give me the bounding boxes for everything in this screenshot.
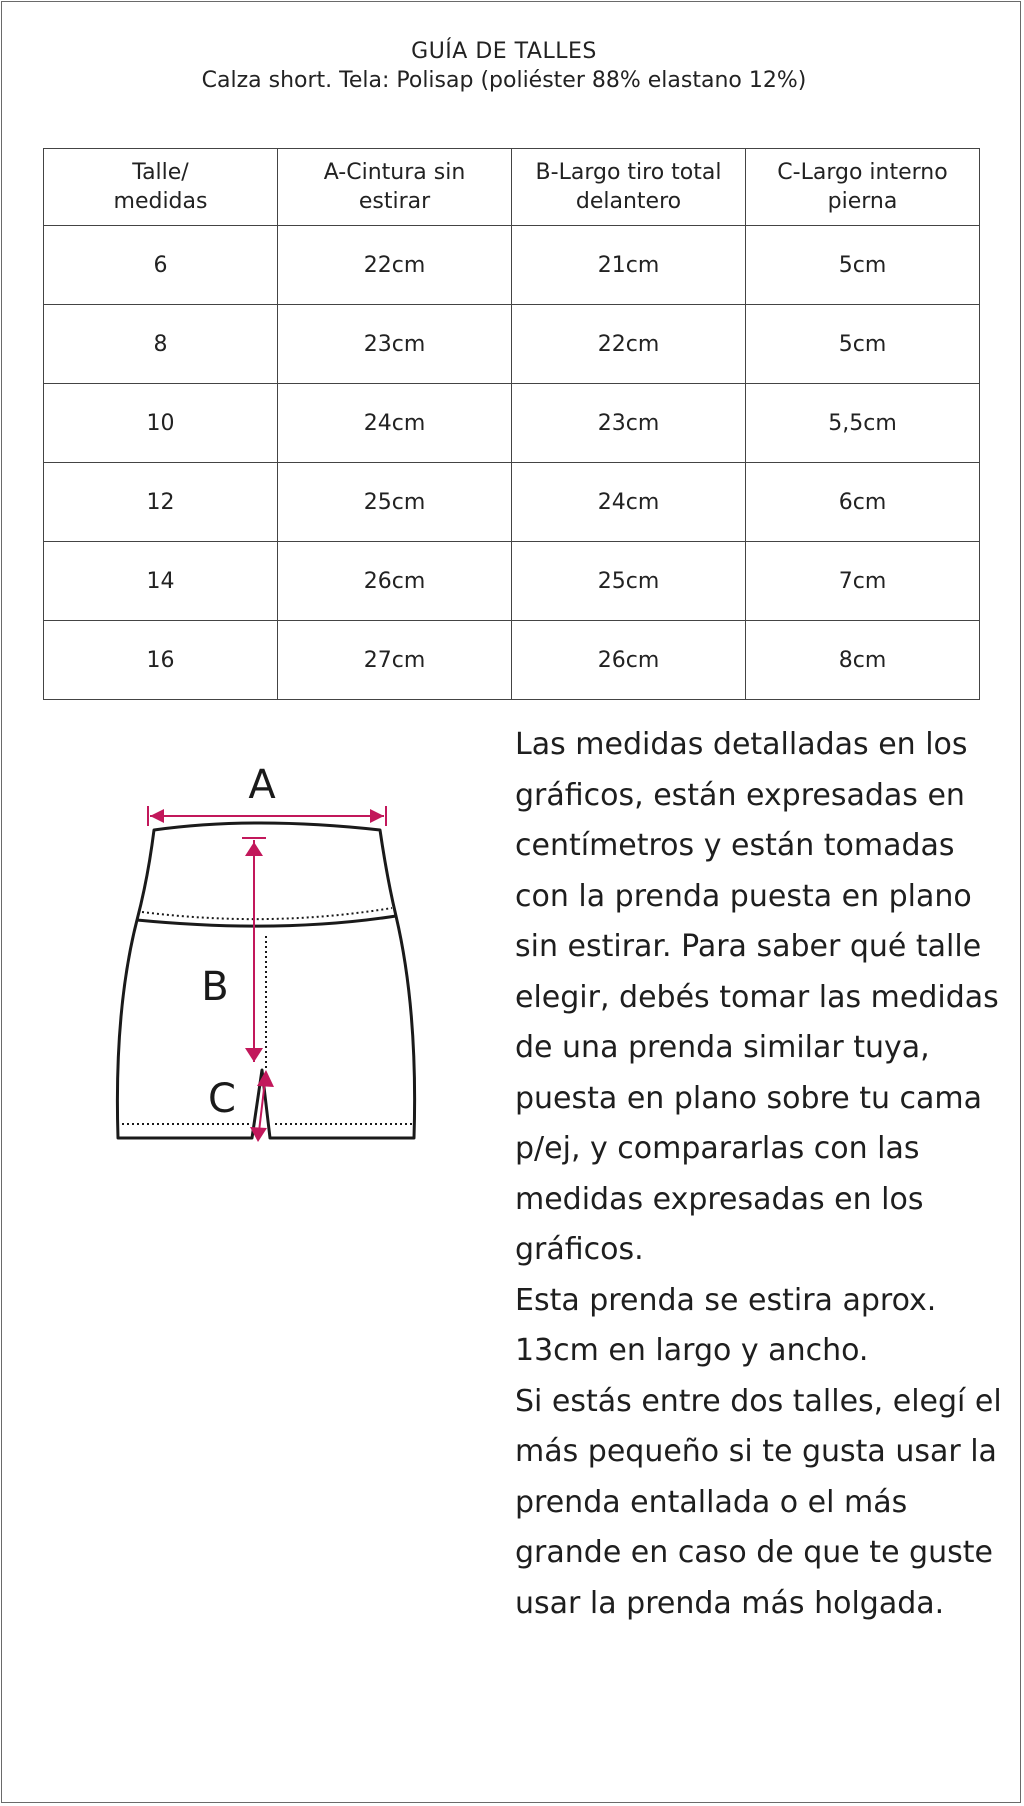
cell-rise: 24cm xyxy=(512,463,746,542)
column-header-line: Talle/ xyxy=(132,160,189,185)
cell-size: 14 xyxy=(44,542,278,621)
cell-waist: 25cm xyxy=(278,463,512,542)
header xyxy=(0,38,1008,96)
instructions-paragraph: Las medidas detalladas en los gráficos, están expresadas en centímetros y están tomadas con la prenda puesta en plano sin estirar. Para saber qué talle elegir, debés tomar las medidas de una prenda similar tuya, puesta en plano sobre tu cama p/ej, y compararlas con las medidas expresadas en los gráficos. xyxy=(515,727,999,1267)
cell-inseam: 6cm xyxy=(746,463,980,542)
column-header-line: B-Largo tiro total xyxy=(535,160,722,185)
table-row xyxy=(44,305,980,384)
measure-a-arrowhead-left xyxy=(150,809,164,823)
size-advice: Si estás entre dos talles, elegí el más pequeño si te gusta usar la prenda entallada o el más grande en caso de que te guste usar la prenda más holgada. xyxy=(515,1383,1002,1621)
measure-a-label: A xyxy=(248,762,276,808)
cell-inseam: 7cm xyxy=(746,542,980,621)
cell-size: 8 xyxy=(44,305,278,384)
column-header-rise xyxy=(512,149,746,226)
waistband-outline xyxy=(137,823,396,926)
measure-c-label: C xyxy=(208,1076,236,1122)
table-row xyxy=(44,621,980,700)
cell-rise: 22cm xyxy=(512,305,746,384)
column-header-inseam xyxy=(746,149,980,226)
column-header-waist xyxy=(278,149,512,226)
cell-inseam: 5cm xyxy=(746,226,980,305)
cell-rise: 23cm xyxy=(512,384,746,463)
column-header-line: pierna xyxy=(827,189,898,214)
cell-waist: 22cm xyxy=(278,226,512,305)
shorts-measurement-diagram xyxy=(100,750,460,1150)
measure-b-label: B xyxy=(201,964,229,1010)
stretch-note: Esta prenda se estira aprox. 13cm en largo y ancho. xyxy=(515,1282,937,1368)
cell-waist: 26cm xyxy=(278,542,512,621)
measurement-instructions xyxy=(515,720,1005,1629)
cell-rise: 21cm xyxy=(512,226,746,305)
cell-waist: 23cm xyxy=(278,305,512,384)
page-title: GUÍA DE TALLES xyxy=(411,39,597,64)
table-header-row xyxy=(44,149,980,226)
cell-size: 10 xyxy=(44,384,278,463)
page-subtitle: Calza short. Tela: Polisap (poliéster 88% elastano 12%) xyxy=(201,68,807,93)
waistband-stitch xyxy=(142,908,392,919)
cell-waist: 27cm xyxy=(278,621,512,700)
column-header-line: medidas xyxy=(113,189,208,214)
cell-size: 16 xyxy=(44,621,278,700)
measure-a-arrowhead-right xyxy=(370,809,384,823)
cell-waist: 24cm xyxy=(278,384,512,463)
column-header-line: estirar xyxy=(358,189,431,214)
column-header-line: A-Cintura sin xyxy=(323,160,466,185)
table-row xyxy=(44,463,980,542)
cell-rise: 26cm xyxy=(512,621,746,700)
cell-inseam: 8cm xyxy=(746,621,980,700)
column-header-line: C-Largo interno xyxy=(777,160,948,185)
cell-inseam: 5,5cm xyxy=(746,384,980,463)
cell-size: 6 xyxy=(44,226,278,305)
cell-size: 12 xyxy=(44,463,278,542)
table-row xyxy=(44,384,980,463)
measure-b-arrowhead-bottom xyxy=(245,1048,263,1062)
cell-inseam: 5cm xyxy=(746,305,980,384)
table-row xyxy=(44,226,980,305)
column-header-size xyxy=(44,149,278,226)
column-header-line: delantero xyxy=(575,189,682,214)
size-table xyxy=(43,148,980,700)
cell-rise: 25cm xyxy=(512,542,746,621)
measure-b-arrowhead-top xyxy=(245,842,263,856)
table-row xyxy=(44,542,980,621)
